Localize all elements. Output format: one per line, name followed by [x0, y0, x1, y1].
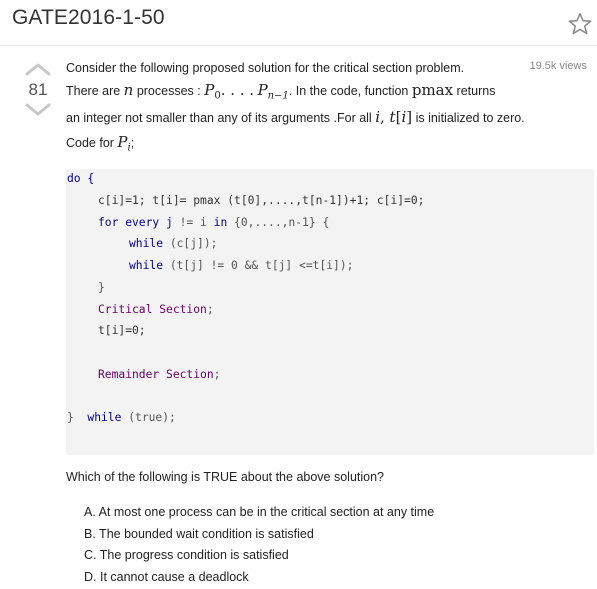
- vote-widget: [20, 62, 56, 117]
- code-line: Remainder Section;: [98, 368, 221, 381]
- code-line: for every j != i in {0,....,n-1} {: [98, 216, 330, 229]
- question-line-3: an integer not smaller than any of its arguments .For all i, t[i] is initialized to zero.: [66, 107, 525, 126]
- option-c[interactable]: C. The progress condition is satisfied: [84, 548, 289, 563]
- option-d[interactable]: D. It cannot cause a deadlock: [84, 570, 249, 585]
- question-line-1: Consider the following proposed solution for the critical section problem.: [66, 61, 465, 75]
- view-count: 19.5k views: [529, 60, 587, 72]
- code-line: do {: [67, 172, 95, 185]
- star-outline-icon[interactable]: [567, 11, 593, 37]
- chevron-down-icon[interactable]: [24, 103, 52, 117]
- code-for-label: Code for $P_i$;: [66, 133, 135, 154]
- code-line: }: [98, 281, 105, 294]
- code-line: while (c[j]);: [129, 237, 218, 250]
- question-text: [66, 58, 536, 129]
- vote-count: 81: [28, 80, 48, 99]
- chevron-up-icon[interactable]: [24, 62, 52, 76]
- code-line: } while (true);: [67, 411, 176, 424]
- question-prompt: Which of the following is TRUE about the above solution?: [66, 470, 385, 484]
- header-divider: [0, 45, 597, 46]
- option-a[interactable]: A. At most one process can be in the critical section at any time: [84, 505, 435, 519]
- page-title: GATE2016-1-50: [12, 6, 165, 29]
- code-line: Critical Section;: [98, 303, 214, 316]
- code-block: [66, 169, 594, 455]
- options-list: [84, 502, 434, 589]
- code-line: t[i]=0;: [98, 324, 146, 337]
- option-b[interactable]: B. The bounded wait condition is satisfied: [84, 526, 314, 541]
- code-line: c[i]=1; t[i]= pmax (t[0],....,t[n-1])+1; c[i]=0;: [98, 194, 425, 207]
- code-line: while (t[j] != 0 && t[j] <=t[i]);: [129, 259, 354, 272]
- question-line-2: There are n processes : $P_0$. . . . $P_{n-1}$. In the code, function pmax returns: [66, 80, 496, 101]
